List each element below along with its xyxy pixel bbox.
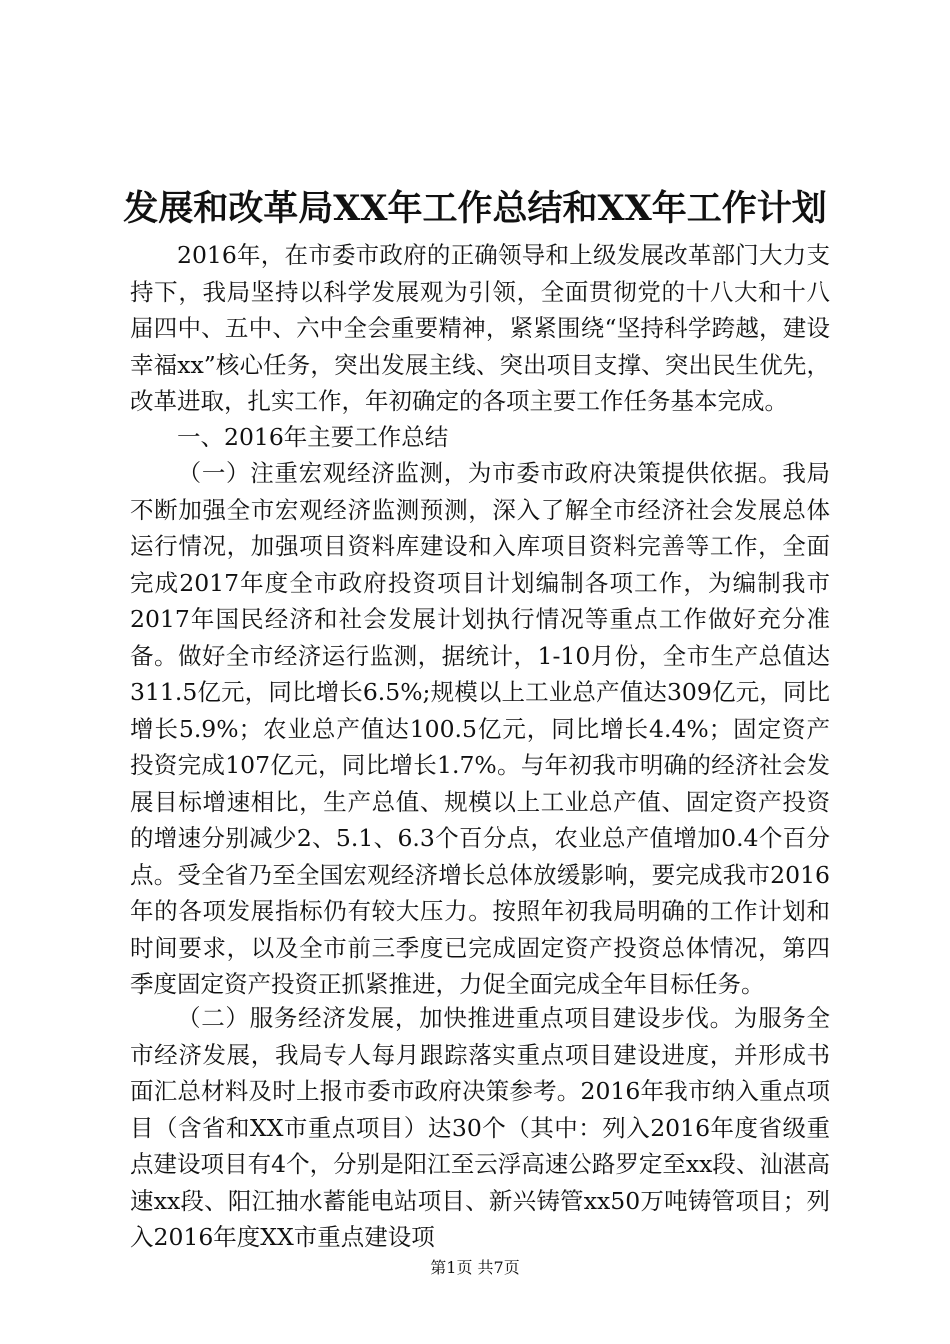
section1-paragraph [130, 455, 830, 1003]
page-footer: 第1页 共7页 [430, 1258, 520, 1277]
section2-paragraph: （二）服务经济发展，加快推进重点项目建设步伐。为服务全市经济发展，我局专人每月跟踪落实重点项目建设进度，并形成书面汇总材料及时上报市委市政府决策参考。2016年我市纳入重点项目（含省和XX市重点项目）达30个（其中：列入2016年度省级重点建设项目有4个，分别是阳江至云浮高速公路罗定至xx段、汕湛高速xx段、阳江抽水蓄能电站项目、新兴铸管xx50万吨铸管项目；列入2016年度XX市重点建设项 [130, 1004, 830, 1251]
intro-paragraph: 2016年，在市委市政府的正确领导和上级发展改革部门大力支持下，我局坚持以科学发展观为引领，全面贯彻党的十八大和十八届四中、五中、六中全会重要精神，紧紧围绕“坚持科学跨越，建设幸福xx”核心任务，突出发展主线、突出项目支撑、突出民生优先，改革进取，扎实工作，年初确定的各项主要工作任务基本完成。 [130, 241, 830, 415]
document-title: 发展和改革局XX年工作总结和XX年工作计划 [123, 188, 827, 229]
section1-heading: （一）注重宏观经济监测，为市委市政府决策提供依据。 [177, 459, 783, 487]
section-heading: 一、2016年主要工作总结 [177, 423, 449, 451]
section1-body: 我局不断加强全市宏观经济监测预测，深入了解全市经济社会发展总体运行情况，加强项目资料库建设和入库项目资料完善等工作，全面完成2017年度全市政府投资项目计划编制各项工作，为编制我市2017年国民经济和社会发展计划执行情况等重点工作做好充分准备。做好全市经济运行监测，据统计，1-10月份，全市生产总值达311.5亿元，同比增长6.5%;规模以上工业总产值达309亿元，同比增长5.9%；农业总产值达100.5亿元，同比增长4.4%；固定资产投资完成107亿元，同比增长1.7%。与年初我市明确的经济社会发展目标增速相比，生产总值、规模以上工业总产值、固定资产投资的增速分别减少2、5.1、6.3个百分点，农业总产值增加0.4个百分点。受全省乃至全国宏观经济增长总体放缓影响，要完成我市2016年的各项发展指标仍有较大压力。按照年初我局明确的工作计划和时间要求，以及全市前三季度已完成固定资产投资总体情况，第四季度固定资产投资正抓紧推进，力促全面完成全年目标任务。 [130, 459, 831, 998]
